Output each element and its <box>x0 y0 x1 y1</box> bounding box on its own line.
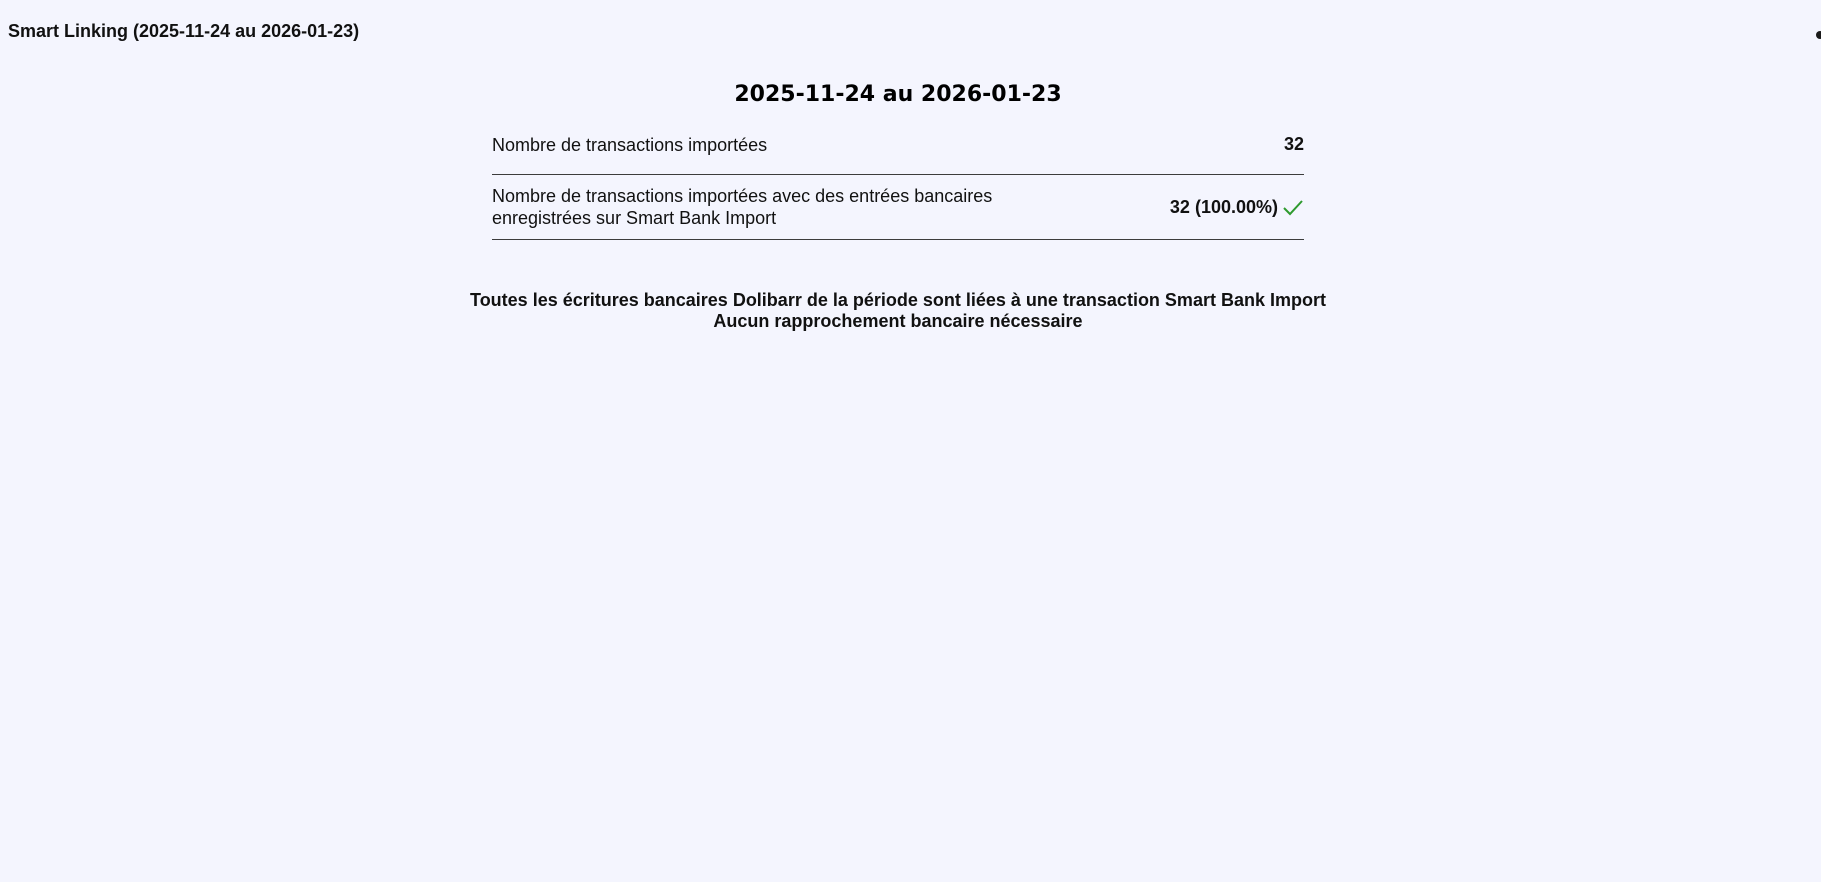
stat-label-linked: Nombre de transactions importées avec des entrées bancaires enregistrées sur Smart Bank Import <box>492 186 993 228</box>
status-message-line-2: Aucun rapprochement bancaire nécessaire <box>713 311 1083 331</box>
stat-value-imported-text: 32 <box>1283 134 1304 154</box>
status-message-line-1: Toutes les écritures bancaires Dolibarr de la période sont liées à une transaction Smart Bank Import <box>470 290 1326 310</box>
stat-value-imported <box>1284 134 1304 155</box>
stat-value-linked <box>1170 197 1304 218</box>
stat-row-imported <box>492 127 1304 175</box>
status-message <box>0 290 1796 332</box>
period-title: 2025-11-24 au 2026-01-23 <box>734 82 1062 107</box>
check-icon <box>1282 198 1304 216</box>
window-control-dot[interactable] <box>1816 31 1821 39</box>
stat-value-linked-text: 32 (100.00%) <box>1169 196 1278 217</box>
window-title: Smart Linking (2025-11-24 au 2026-01-23) <box>8 21 360 41</box>
stats-table <box>492 127 1304 240</box>
stat-row-linked <box>492 175 1304 240</box>
stat-label-imported: Nombre de transactions importées <box>492 135 768 155</box>
